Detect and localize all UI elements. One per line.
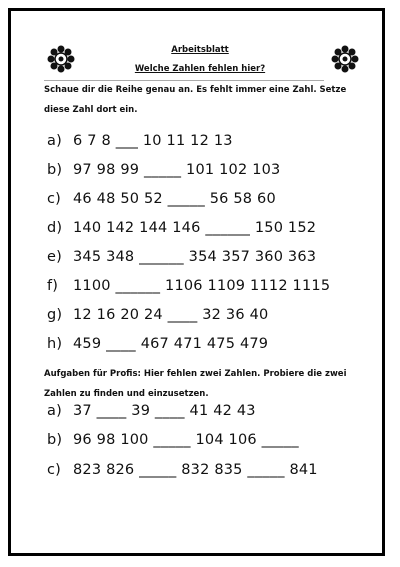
profis-exercise-a: a) 37 ____ 39 ____ 41 42 43	[47, 403, 256, 419]
exercise-f: f) 1100 ______ 1106 1109 1112 1115	[47, 278, 331, 294]
page-subtitle: Welche Zahlen fehlen hier?	[134, 64, 266, 74]
exercise-b: b) 97 98 99 _____ 101 102 103	[47, 162, 281, 178]
exercise-h: h) 459 ____ 467 471 475 479	[47, 336, 269, 352]
profis-exercise-b: b) 96 98 100 _____ 104 106 _____	[47, 432, 299, 448]
profis-instructions: Aufgaben für Profis: Hier fehlen zwei Zahlen. Probiere die zwei Zahlen zu finden und einzusetzen.	[44, 369, 347, 399]
exercise-e: e) 345 348 ______ 354 357 360 363	[47, 249, 317, 265]
exercise-c: c) 46 48 50 52 _____ 56 58 60	[47, 191, 276, 207]
page-title: Arbeitsblatt	[171, 45, 229, 55]
exercise-g: g) 12 16 20 24 ____ 32 36 40	[47, 307, 269, 323]
exercise-d: d) 140 142 144 146 ______ 150 152	[47, 220, 317, 236]
instructions-text: Schaue dir die Reihe genau an. Es fehlt immer eine Zahl. Setze diese Zahl dort ein.	[44, 85, 347, 115]
exercise-a: a) 6 7 8 ___ 10 11 12 13	[47, 133, 233, 149]
profis-exercise-c: c) 823 826 _____ 832 835 _____ 841	[47, 462, 318, 478]
